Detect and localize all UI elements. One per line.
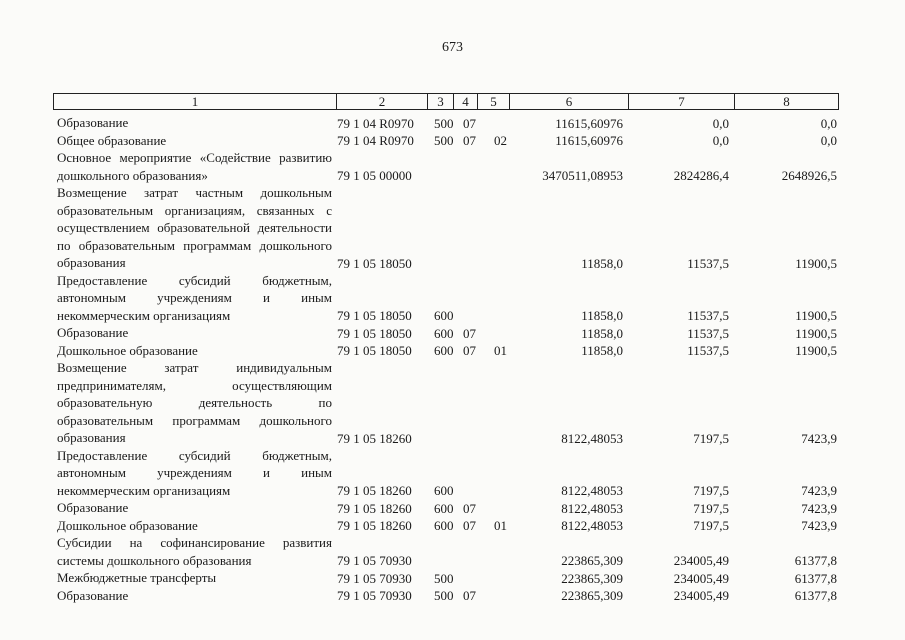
table-row xyxy=(0,517,905,535)
row-code: 79 1 05 18050 xyxy=(337,308,412,323)
row-amount-col7: 7197,5 xyxy=(693,430,729,446)
row-amount-col7: 234005,49 xyxy=(673,570,729,586)
budget-table-body xyxy=(0,114,905,604)
row-name: Межбюджетные трансферты xyxy=(57,570,217,585)
row-name: Общее образование xyxy=(57,132,167,148)
row-expense-type: 600 xyxy=(434,308,454,323)
row-amount-col8: 11900,5 xyxy=(795,308,837,323)
table-header xyxy=(53,93,839,110)
table-row xyxy=(0,587,905,605)
row-amount-col8: 7423,9 xyxy=(801,518,837,533)
row-amount-col8: 2648926,5 xyxy=(781,168,837,183)
row-code: 79 1 05 18050 xyxy=(337,255,412,271)
row-amount-col6: 8122,48053 xyxy=(561,518,623,533)
row-code: 79 1 05 18260 xyxy=(337,500,412,516)
row-code: 79 1 05 18050 xyxy=(337,325,412,341)
row-amount-col7: 2824286,4 xyxy=(673,168,729,183)
row-amount-col8: 7423,9 xyxy=(801,500,837,516)
header-col-3: 3 xyxy=(427,94,453,109)
row-name: Образование xyxy=(57,115,129,130)
table-row xyxy=(0,447,905,500)
row-name: Образование xyxy=(57,500,129,515)
header-col-2: 2 xyxy=(336,94,427,109)
row-section: 07 xyxy=(463,343,476,358)
row-code: 79 1 05 70930 xyxy=(337,553,412,568)
row-amount-col6: 11858,0 xyxy=(581,308,623,323)
row-amount-col6: 11858,0 xyxy=(581,343,623,358)
header-col-5: 5 xyxy=(477,94,509,109)
row-name: Возмещение затрат индивидуальным предпринимателям, осуществляющим образовательную деятельность по образовательным программам дошкольного образования xyxy=(57,360,332,445)
row-name: Дошкольное образование xyxy=(57,342,198,358)
row-amount-col8: 61377,8 xyxy=(794,553,837,568)
row-expense-type: 600 xyxy=(434,500,454,516)
row-amount-col8: 7423,9 xyxy=(801,483,837,498)
header-col-4: 4 xyxy=(453,94,477,109)
row-amount-col8: 11900,5 xyxy=(795,343,837,358)
header-col-1: 1 xyxy=(191,94,199,109)
header-col-8: 8 xyxy=(734,94,838,109)
row-expense-type: 600 xyxy=(434,343,454,358)
row-name: Дошкольное образование xyxy=(57,517,198,533)
row-expense-type: 600 xyxy=(434,518,454,533)
row-amount-col6: 223865,309 xyxy=(561,570,623,586)
table-row xyxy=(0,132,905,150)
table-row xyxy=(0,184,905,272)
row-code: 79 1 05 00000 xyxy=(337,168,412,183)
row-name: Субсидии на софинансирование развития системы дошкольного образования xyxy=(57,535,332,568)
row-name: Образование xyxy=(57,325,129,340)
row-amount-col6: 3470511,08953 xyxy=(542,168,623,183)
row-code: 79 1 05 18260 xyxy=(337,518,412,533)
row-amount-col7: 234005,49 xyxy=(673,553,729,568)
table-row xyxy=(0,272,905,325)
row-subsection: 01 xyxy=(494,343,507,358)
row-expense-type: 600 xyxy=(434,325,454,341)
row-amount-col7: 11537,5 xyxy=(687,255,729,271)
header-col-6: 6 xyxy=(509,94,628,109)
row-code: 79 1 05 70930 xyxy=(337,588,412,603)
row-amount-col7: 11537,5 xyxy=(687,343,729,358)
row-amount-col7: 0,0 xyxy=(712,115,729,131)
row-name: Основное мероприятие «Содействие развитию дошкольного образования» xyxy=(57,150,332,183)
row-name: Предоставление субсидий бюджетным, автономным учреждениям и иным некоммерческим организациям xyxy=(57,447,332,498)
row-amount-col6: 223865,309 xyxy=(561,553,623,568)
row-expense-type: 500 xyxy=(434,115,454,131)
row-name: Образование xyxy=(57,587,129,603)
row-section: 07 xyxy=(463,500,476,516)
header-col-7: 7 xyxy=(628,94,734,109)
table-row xyxy=(0,569,905,587)
row-amount-col6: 11858,0 xyxy=(581,255,623,271)
row-amount-col8: 7423,9 xyxy=(801,430,837,446)
row-amount-col7: 11537,5 xyxy=(687,325,729,341)
row-amount-col6: 223865,309 xyxy=(561,588,623,603)
row-amount-col8: 11900,5 xyxy=(795,255,837,271)
row-amount-col6: 11858,0 xyxy=(581,325,623,341)
row-expense-type: 500 xyxy=(434,588,454,603)
row-name: Возмещение затрат частным дошкольным образовательным организациям, связанных с осуществлением образовательной деятельности по образовательным программам дошкольного образования xyxy=(57,185,332,270)
row-amount-col6: 8122,48053 xyxy=(561,500,623,516)
row-amount-col8: 0,0 xyxy=(820,115,837,131)
row-section: 07 xyxy=(463,325,476,341)
row-amount-col7: 7197,5 xyxy=(693,518,729,533)
row-section: 07 xyxy=(463,115,476,131)
row-amount-col7: 11537,5 xyxy=(687,308,729,323)
table-row xyxy=(0,114,905,132)
table-row xyxy=(0,359,905,447)
row-amount-col8: 61377,8 xyxy=(794,588,837,603)
row-code: 79 1 04 R0970 xyxy=(337,115,414,131)
row-name: Предоставление субсидий бюджетным, автономным учреждениям и иным некоммерческим организациям xyxy=(57,272,332,323)
row-section: 07 xyxy=(463,588,476,603)
row-code: 79 1 05 18050 xyxy=(337,343,412,358)
row-subsection: 02 xyxy=(494,133,507,148)
row-expense-type: 500 xyxy=(434,133,454,148)
row-expense-type: 500 xyxy=(434,570,454,586)
page-number: 673 xyxy=(442,40,463,55)
row-section: 07 xyxy=(463,133,476,148)
row-amount-col8: 61377,8 xyxy=(794,570,837,586)
row-amount-col7: 0,0 xyxy=(712,133,729,148)
table-row xyxy=(0,149,905,184)
row-subsection: 01 xyxy=(494,518,507,533)
table-row xyxy=(0,324,905,342)
row-section: 07 xyxy=(463,518,476,533)
row-expense-type: 600 xyxy=(434,483,454,498)
row-amount-col7: 7197,5 xyxy=(693,500,729,516)
row-amount-col8: 0,0 xyxy=(820,133,837,148)
row-code: 79 1 05 18260 xyxy=(337,483,412,498)
table-row xyxy=(0,342,905,360)
row-code: 79 1 04 R0970 xyxy=(337,133,414,148)
row-amount-col6: 8122,48053 xyxy=(561,430,623,446)
row-amount-col8: 11900,5 xyxy=(795,325,837,341)
row-amount-col6: 11615,60976 xyxy=(555,133,623,148)
row-amount-col7: 7197,5 xyxy=(693,483,729,498)
table-row xyxy=(0,534,905,569)
row-amount-col6: 11615,60976 xyxy=(555,115,623,131)
row-amount-col6: 8122,48053 xyxy=(561,483,623,498)
row-code: 79 1 05 18260 xyxy=(337,430,412,446)
table-row xyxy=(0,499,905,517)
row-amount-col7: 234005,49 xyxy=(673,588,729,603)
row-code: 79 1 05 70930 xyxy=(337,570,412,586)
